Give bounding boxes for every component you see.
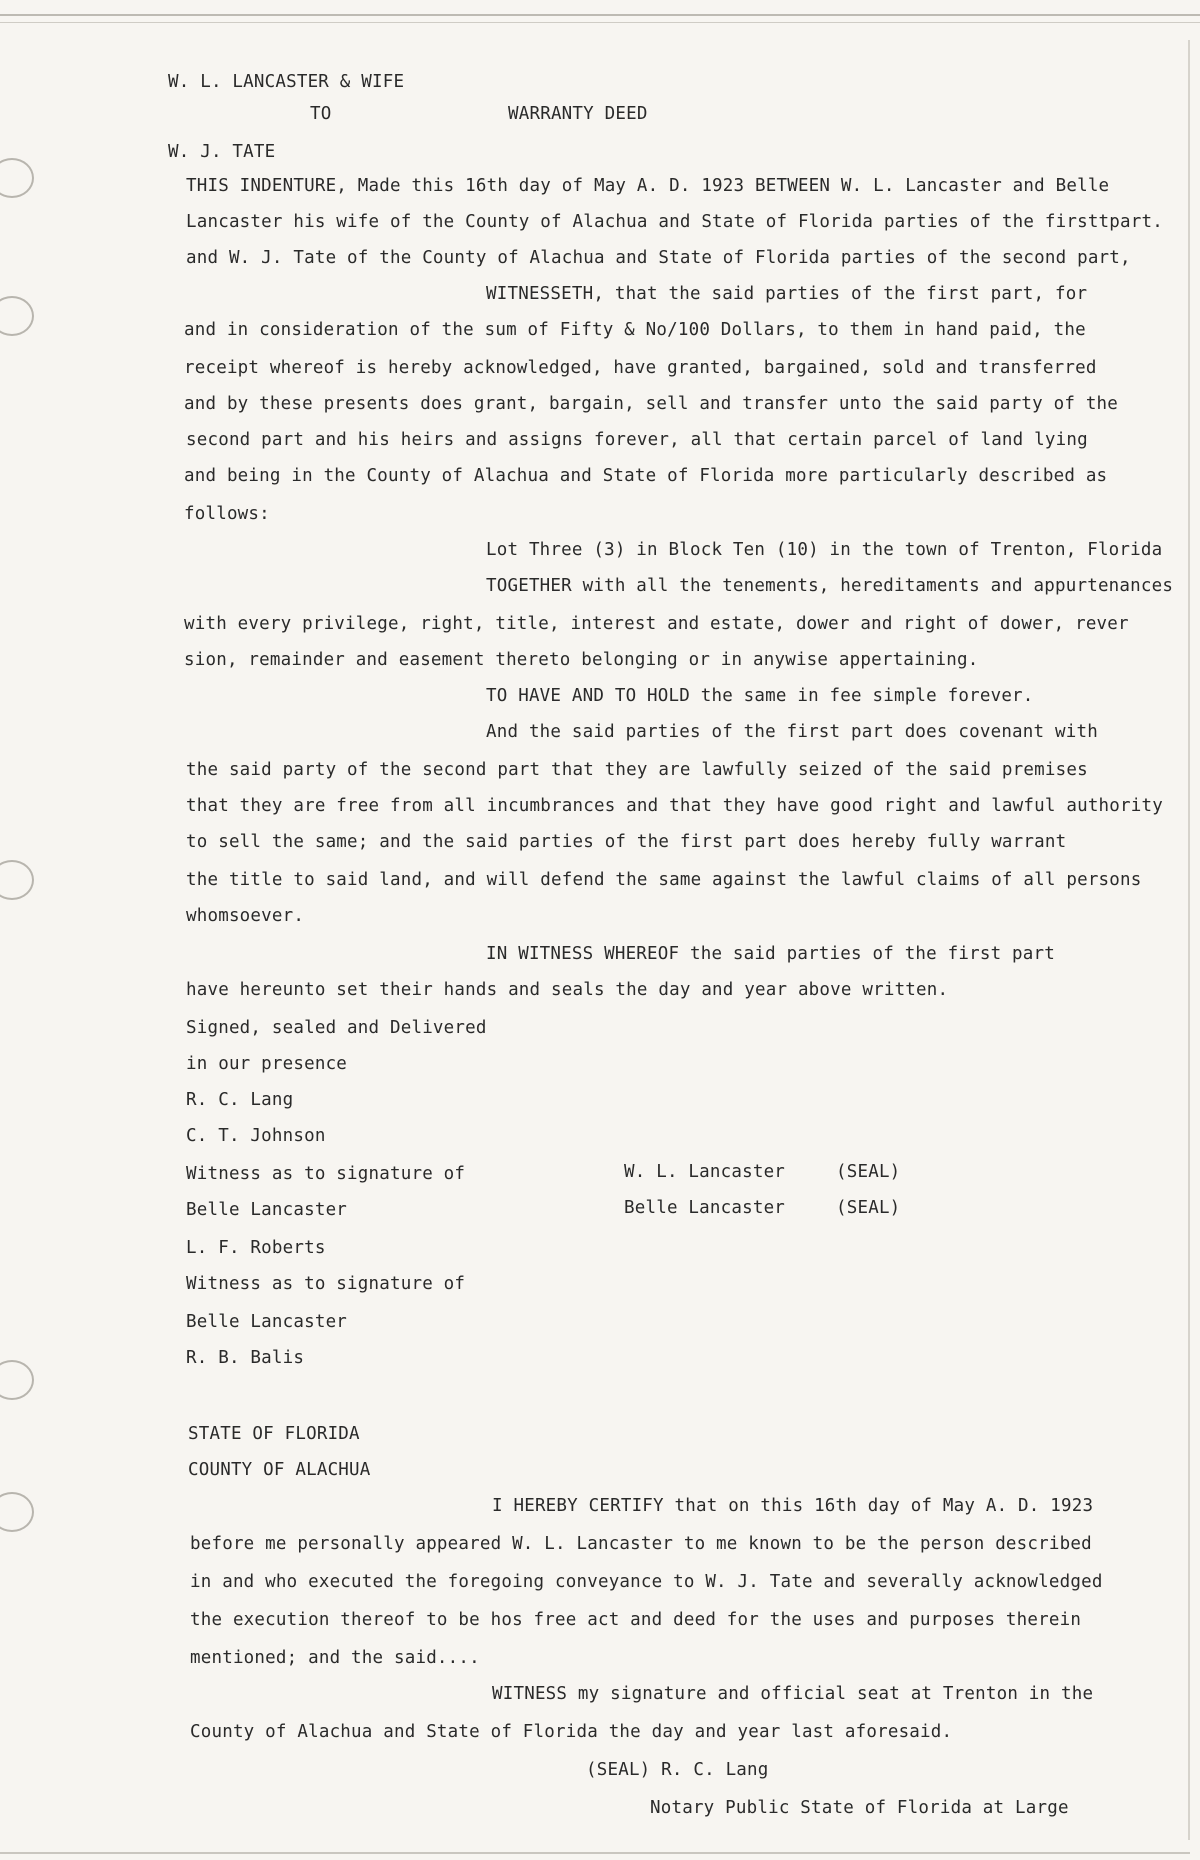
witness-text: Belle Lancaster [186,1312,348,1332]
witness-name: R. C. Lang [186,1090,294,1110]
seal-label: (SEAL) [836,1198,901,1218]
deed-text-line: WITNESSETH, that the said parties of the first part, for [486,284,1088,304]
deed-text-line: TOGETHER with all the tenements, hereditaments and appurtenances [486,576,1174,596]
witness-text: Witness as to signature of [186,1274,466,1294]
to-heading: TO [310,104,332,124]
deed-text-line: and W. J. Tate of the County of Alachua and State of Florida parties of the second part, [186,248,1131,268]
deed-text-line: and by these presents does grant, bargain, sell and transfer unto the said party of the [184,394,1119,414]
witness-text: in our presence [186,1054,348,1074]
deed-text-line: with every privilege, right, title, interest and estate, dower and right of dower, rever [184,614,1129,634]
deed-title: WARRANTY DEED [508,104,648,124]
deed-text-line: and in consideration of the sum of Fifty & No/100 Dollars, to them in hand paid, the [184,320,1086,340]
acknowledgment-line: County of Alachua and State of Florida the day and year last aforesaid. [190,1722,953,1742]
witness-name: C. T. Johnson [186,1126,326,1146]
acknowledgment-line: in and who executed the foregoing conveyance to W. J. Tate and severally acknowledged [190,1572,1103,1592]
acknowledgment-line: I HEREBY CERTIFY that on this 16th day of May A. D. 1923 [492,1496,1094,1516]
witness-text: Signed, sealed and Delivered [186,1018,487,1038]
witness-name: R. B. Balis [186,1348,305,1368]
deed-text-line: receipt whereof is hereby acknowledged, have granted, bargained, sold and transferred [184,358,1097,378]
bottom-page-edge [0,1852,1190,1854]
seal-label: (SEAL) [836,1162,901,1182]
binder-hole-icon [0,158,34,198]
binder-hole-icon [0,296,34,336]
deed-text-line: the title to said land, and will defend the same against the lawful claims of all persons [186,870,1142,890]
grantor-heading: W. L. LANCASTER & WIFE [168,72,405,92]
deed-text-line: TO HAVE AND TO HOLD the same in fee simple forever. [486,686,1034,706]
deed-text-line: IN WITNESS WHEREOF the said parties of the first part [486,944,1056,964]
deed-text-line: that they are free from all incumbrances and that they have good right and lawful authority [186,796,1163,816]
top-rule [0,14,1200,16]
witness-name: L. F. Roberts [186,1238,326,1258]
deed-text-line: sion, remainder and easement thereto belonging or in anywise appertaining. [184,650,979,670]
deed-text-line: the said party of the second part that they are lawfully seized of the said premises [186,760,1088,780]
notary-title: Notary Public State of Florida at Large [650,1798,1069,1818]
notary-signature: (SEAL) R. C. Lang [586,1760,769,1780]
grantee-heading: W. J. TATE [168,142,276,162]
acknowledgment-line: before me personally appeared W. L. Lancaster to me known to be the person described [190,1534,1092,1554]
acknowledgment-line: mentioned; and the said.... [190,1648,480,1668]
witness-text: Witness as to signature of [186,1164,466,1184]
property-description: Lot Three (3) in Block Ten (10) in the town of Trenton, Florida [486,540,1163,560]
signer-name: W. L. Lancaster [624,1162,786,1182]
venue-state: STATE OF FLORIDA [188,1424,360,1444]
deed-text-line: have hereunto set their hands and seals the day and year above written. [186,980,949,1000]
deed-text-line: THIS INDENTURE, Made this 16th day of May A. D. 1923 BETWEEN W. L. Lancaster and Belle [186,176,1110,196]
deed-text-line: second part and his heirs and assigns forever, all that certain parcel of land lying [186,430,1088,450]
witness-text: Belle Lancaster [186,1200,348,1220]
acknowledgment-line: WITNESS my signature and official seat at Trenton in the [492,1684,1094,1704]
right-page-edge [1188,40,1190,1840]
binder-hole-icon [0,1492,34,1532]
top-rule-secondary [0,22,1200,23]
deed-text-line: whomsoever. [186,906,305,926]
deed-text-line: to sell the same; and the said parties of the first part does hereby fully warrant [186,832,1067,852]
venue-county: COUNTY OF ALACHUA [188,1460,371,1480]
signer-name: Belle Lancaster [624,1198,786,1218]
binder-hole-icon [0,860,34,900]
binder-hole-icon [0,1360,34,1400]
acknowledgment-line: the execution thereof to be hos free act and deed for the uses and purposes therein [190,1610,1082,1630]
deed-text-line: and being in the County of Alachua and State of Florida more particularly described as [184,466,1108,486]
deed-text-line: follows: [184,504,270,524]
deed-text-line: Lancaster his wife of the County of Alachua and State of Florida parties of the firsttpart. [186,212,1163,232]
deed-text-line: And the said parties of the first part does covenant with [486,722,1098,742]
